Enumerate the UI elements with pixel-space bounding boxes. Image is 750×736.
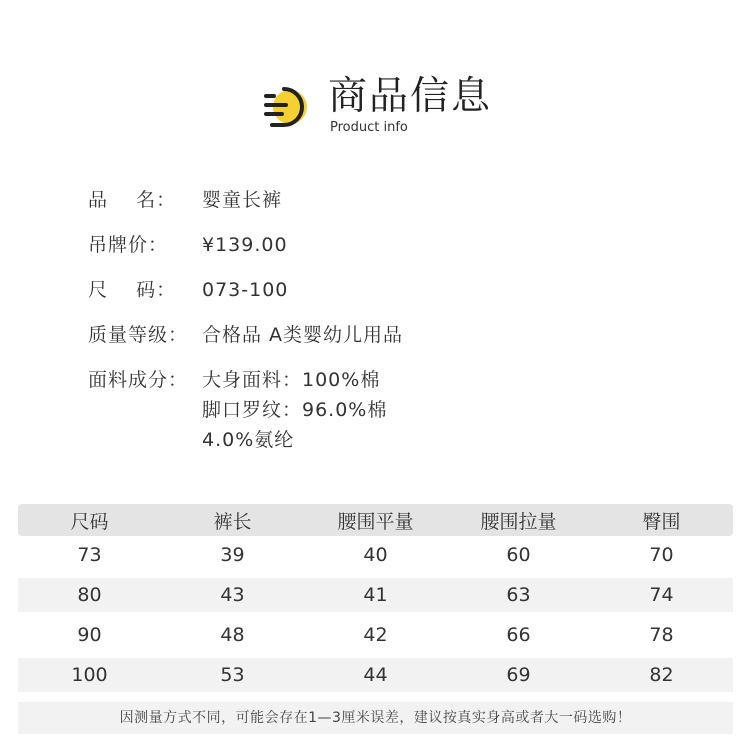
info-label: 吊牌价： <box>88 234 169 256</box>
page-title: 商品信息 <box>328 74 493 119</box>
product-info-list <box>88 186 708 456</box>
table-cell: 66 <box>506 624 531 646</box>
table-cell: 60 <box>506 544 531 566</box>
info-row-price <box>88 231 708 276</box>
table-row <box>18 616 733 654</box>
info-row-size <box>88 276 708 321</box>
table-cell: 69 <box>506 664 531 686</box>
table-cell: 78 <box>649 624 674 646</box>
table-cell: 44 <box>363 664 388 686</box>
table-cell: 48 <box>220 624 245 646</box>
info-value: 合格品 A类婴幼儿用品 <box>202 324 404 346</box>
table-cell: 90 <box>77 624 102 646</box>
table-cell: 70 <box>649 544 674 566</box>
table-cell: 80 <box>77 584 102 606</box>
table-cell: 73 <box>77 544 102 566</box>
product-info-icon <box>262 84 312 130</box>
table-cell: 41 <box>363 584 388 606</box>
info-row-fabric <box>88 366 708 456</box>
page-subtitle: Product info <box>330 120 408 135</box>
table-cell: 82 <box>649 664 674 686</box>
info-label: 质量等级： <box>88 324 189 346</box>
table-row <box>18 658 733 692</box>
table-header-cell: 腰围拉量 <box>480 510 557 533</box>
fabric-line: 脚口罗纹：96.0%棉 <box>202 399 388 421</box>
table-cell: 40 <box>363 544 388 566</box>
table-row <box>18 536 733 574</box>
size-table <box>18 504 733 696</box>
info-label: 面料成分： <box>88 369 189 391</box>
table-cell: 53 <box>220 664 245 686</box>
table-cell: 74 <box>649 584 674 606</box>
table-header-row <box>18 504 733 536</box>
info-row-grade <box>88 321 708 366</box>
measurement-note: 因测量方式不同，可能会存在1—3厘米误差，建议按真实身高或者大一码选购！ <box>18 702 733 734</box>
info-label: 尺 码： <box>88 279 177 301</box>
table-cell: 42 <box>363 624 388 646</box>
product-info-header <box>262 76 522 140</box>
fabric-lines <box>202 366 708 456</box>
table-cell: 43 <box>220 584 245 606</box>
info-value: 073-100 <box>202 279 289 301</box>
table-header-cell: 腰围平量 <box>337 510 414 533</box>
info-row-name <box>88 186 708 231</box>
fabric-line: 大身面料：100%棉 <box>202 369 381 391</box>
info-value: 婴童长裤 <box>202 189 283 211</box>
table-cell: 39 <box>220 544 245 566</box>
table-header-cell: 尺码 <box>70 510 109 533</box>
table-header-cell: 臀围 <box>642 510 681 533</box>
info-label: 品 名： <box>88 189 177 211</box>
info-value: ¥139.00 <box>202 234 288 256</box>
table-cell: 100 <box>71 664 108 686</box>
table-cell: 63 <box>506 584 531 606</box>
table-row <box>18 578 733 612</box>
table-header-cell: 裤长 <box>213 510 252 533</box>
fabric-line: 4.0%氨纶 <box>202 429 295 451</box>
